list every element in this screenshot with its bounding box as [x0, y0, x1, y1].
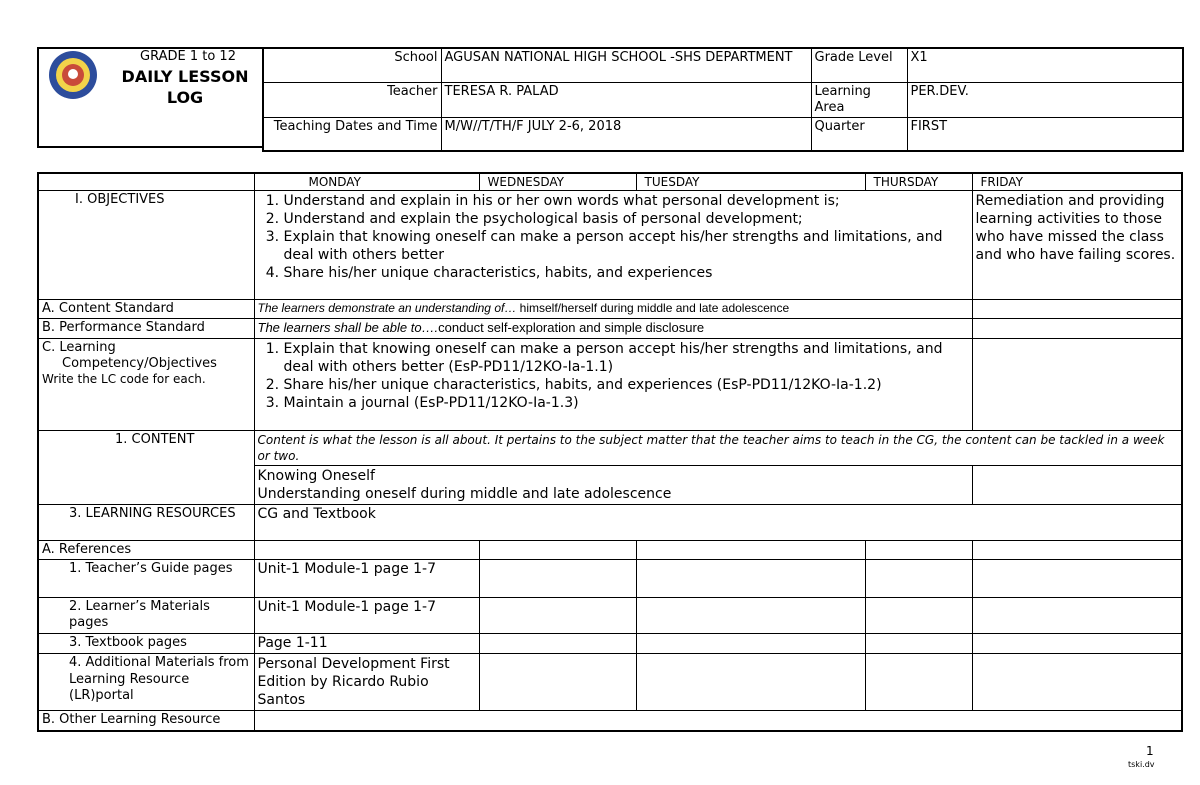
- competency-friday: [972, 338, 1182, 430]
- competency-item: 3. Maintain a journal (EsP-PD11/12KO-Ia-1.3): [284, 394, 969, 412]
- references-row: [38, 540, 1182, 559]
- teaching-dates-value: M/W//T/TH/F JULY 2-6, 2018: [441, 117, 811, 151]
- content-topic-line1: Knowing Oneself: [257, 467, 375, 484]
- day-friday: FRIDAY: [972, 173, 1182, 191]
- resources-value: CG and Textbook: [254, 504, 1182, 540]
- title-line-2: LOG: [166, 88, 204, 107]
- performance-standard-friday: [972, 319, 1182, 338]
- textbook-value: Page 1-11: [254, 633, 479, 654]
- teaching-dates-label: Teaching Dates and Time: [263, 117, 441, 151]
- additional-materials-label: 4. Additional Materials from Learning Resource (LR)portal: [38, 654, 254, 711]
- textbook-wed: [479, 633, 636, 654]
- learners-materials-wed: [479, 597, 636, 633]
- competency-item: 2. Share his/her unique characteristics, habits, and experiences (EsP-PD11/12KO-Ia-1.2): [284, 376, 969, 394]
- additional-materials-wed: [479, 654, 636, 711]
- learners-materials-fri: [972, 597, 1182, 633]
- deped-seal-icon: [48, 50, 98, 100]
- page-title: [110, 66, 260, 108]
- day-wednesday: WEDNESDAY: [479, 173, 636, 191]
- learners-materials-tue: [636, 597, 865, 633]
- additional-materials-value: Personal Development First Edition by Ricardo Rubio Santos: [254, 654, 479, 711]
- content-standard-row: [38, 300, 1182, 319]
- competency-item: 1. Explain that knowing oneself can make a person accept his/her strengths and limitations, and deal with others better (EsP-PD11/12KO-Ia-1.1): [284, 340, 969, 376]
- objectives-list-cell: [254, 191, 972, 300]
- objective-item: 3. Explain that knowing oneself can make a person accept his/her strengths and limitations, and deal with others better: [284, 228, 969, 264]
- grade-span: GRADE 1 to 12: [140, 49, 236, 64]
- competency-label-note: Write the LC code for each.: [42, 372, 206, 386]
- days-row: [38, 173, 1182, 191]
- objective-item: 1. Understand and explain in his or her own words what personal development is;: [284, 192, 969, 210]
- teachers-guide-fri: [972, 559, 1182, 597]
- content-topic-cell: [254, 465, 972, 504]
- teachers-guide-row: [38, 559, 1182, 597]
- competency-list-cell: [254, 338, 972, 430]
- competency-list: [284, 340, 969, 412]
- performance-standard-lead: The learners shall be able to….: [257, 320, 439, 336]
- day-tuesday: TUESDAY: [636, 173, 865, 191]
- school-value: AGUSAN NATIONAL HIGH SCHOOL -SHS DEPARTMENT: [441, 48, 811, 82]
- objective-item: 2. Understand and explain the psychological basis of personal development;: [284, 210, 969, 228]
- content-standard-lead: The learners demonstrate an understanding of…: [257, 301, 517, 315]
- header-row-teacher: [263, 82, 1183, 117]
- performance-standard-value: [254, 319, 972, 338]
- additional-materials-row: [38, 654, 1182, 711]
- content-standard-label: A. Content Standard: [38, 300, 254, 319]
- content-topic-friday: [972, 465, 1182, 504]
- teachers-guide-wed: [479, 559, 636, 597]
- learners-materials-thu: [865, 597, 972, 633]
- competency-label-line1: C. Learning: [42, 339, 116, 355]
- footer-mark: tski.dv: [1128, 760, 1155, 769]
- header-row-dates: [263, 117, 1183, 151]
- header-row-school: [263, 48, 1183, 82]
- content-label: 1. CONTENT: [38, 430, 254, 504]
- other-resources-row: [38, 711, 1182, 731]
- objectives-row: [38, 191, 1182, 300]
- objectives-friday: Remediation and providing learning activities to those who have missed the class and who have failing scores.: [972, 191, 1182, 300]
- days-corner: [38, 173, 254, 191]
- teachers-guide-thu: [865, 559, 972, 597]
- teachers-guide-label: 1. Teacher’s Guide pages: [38, 559, 254, 597]
- textbook-row: [38, 633, 1182, 654]
- references-wed: [479, 540, 636, 559]
- learners-materials-row: [38, 597, 1182, 633]
- title-line-1: DAILY LESSON: [121, 67, 249, 86]
- competency-row: [38, 338, 1182, 430]
- teacher-label: Teacher: [263, 82, 441, 117]
- references-tue: [636, 540, 865, 559]
- learning-area-label: Learning Area: [811, 82, 907, 117]
- header-info-table: [262, 47, 1184, 152]
- additional-materials-tue: [636, 654, 865, 711]
- content-note: Content is what the lesson is all about. It pertains to the subject matter that the teacher aims to teach in the CG, the content can be tackled in a week or two.: [254, 430, 1182, 465]
- page-number: 1: [1146, 744, 1154, 758]
- content-standard-value: [254, 300, 972, 319]
- competency-label: [38, 338, 254, 430]
- learners-materials-value: Unit-1 Module-1 page 1-7: [254, 597, 479, 633]
- resources-row: [38, 504, 1182, 540]
- performance-standard-row: [38, 319, 1182, 338]
- lesson-log-table: [37, 172, 1183, 732]
- references-fri: [972, 540, 1182, 559]
- competency-label-line2: Competency/Objectives: [62, 355, 217, 371]
- grade-level-label: Grade Level: [811, 48, 907, 82]
- quarter-label: Quarter: [811, 117, 907, 151]
- objectives-list: [284, 192, 969, 282]
- learners-materials-label: 2. Learner’s Materials pages: [38, 597, 254, 633]
- textbook-label: 3. Textbook pages: [38, 633, 254, 654]
- content-row: [38, 430, 1182, 465]
- quarter-value: FIRST: [907, 117, 1183, 151]
- resources-label: 3. LEARNING RESOURCES: [38, 504, 254, 540]
- content-standard-rest: himself/herself during middle and late adolescence: [516, 301, 790, 315]
- references-thu: [865, 540, 972, 559]
- references-label: A. References: [38, 540, 254, 559]
- day-thursday: THURSDAY: [865, 173, 972, 191]
- teachers-guide-value: Unit-1 Module-1 page 1-7: [254, 559, 479, 597]
- other-resources-label: B. Other Learning Resource: [38, 711, 254, 731]
- additional-materials-fri: [972, 654, 1182, 711]
- day-monday: MONDAY: [254, 173, 479, 191]
- additional-materials-thu: [865, 654, 972, 711]
- teachers-guide-tue: [636, 559, 865, 597]
- grade-level-value: X1: [907, 48, 1183, 82]
- objective-item: 4. Share his/her unique characteristics, habits, and experiences: [284, 264, 969, 282]
- performance-standard-label: B. Performance Standard: [38, 319, 254, 338]
- teacher-value: TERESA R. PALAD: [441, 82, 811, 117]
- school-label: School: [263, 48, 441, 82]
- references-mon: [254, 540, 479, 559]
- textbook-thu: [865, 633, 972, 654]
- textbook-fri: [972, 633, 1182, 654]
- content-topic-line2: Understanding oneself during middle and late adolescence: [257, 485, 672, 502]
- textbook-tue: [636, 633, 865, 654]
- objectives-label: I. OBJECTIVES: [38, 191, 254, 300]
- other-resources-value: [254, 711, 1182, 731]
- content-standard-friday: [972, 300, 1182, 319]
- performance-standard-rest: conduct self-exploration and simple disclosure: [438, 320, 705, 336]
- learning-area-value: PER.DEV.: [907, 82, 1183, 117]
